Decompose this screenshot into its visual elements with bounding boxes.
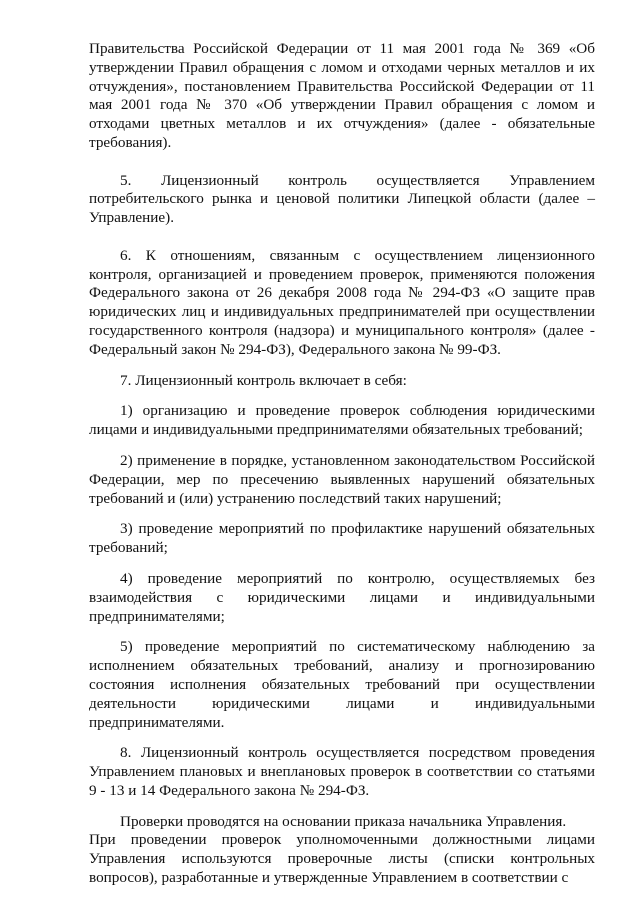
- list-item-2: 2) применение в порядке, установленном законодательством Российской Федерации, мер по пресечению выявленных нарушений обязательных требований и (или) устранению последствий таких нарушений;: [89, 451, 595, 507]
- paragraph-item-7: 7. Лицензионный контроль включает в себя:: [120, 371, 407, 389]
- list-item-1: 1) организацию и проведение проверок соблюдения юридическими лицами и индивидуальными предпринимателями обязательных требований;: [89, 402, 595, 439]
- document-body: [89, 40, 595, 888]
- list-item-4: 4) проведение мероприятий по контролю, осуществляемых без взаимодействия с юридическими лицами и индивидуальными предпринимателями;: [89, 569, 595, 625]
- paragraph-item-8: 8. Лицензионный контроль осуществляется посредством проведения Управлением плановых и внеплановых проверок в соответствии со статьями 9 - 13 и 14 Федерального закона № 294-ФЗ.: [89, 744, 595, 799]
- list-item-5: 5) проведение мероприятий по систематическому наблюдению за исполнением обязательных требований, анализу и прогнозированию состояния исполнения обязательных требований при осуществлении деятельности юридическими лицами и индивидуальными предпринимателями.: [89, 638, 595, 731]
- list-item-3: 3) проведение мероприятий по профилактике нарушений обязательных требований;: [89, 520, 595, 557]
- paragraph-inspections-basis: Проверки проводятся на основании приказа начальника Управления.: [120, 812, 567, 830]
- paragraph-item-5: 5. Лицензионный контроль осуществляется Управлением потребительского рынка и ценовой политики Липецкой области (далее – Управление).: [89, 171, 595, 227]
- paragraph-continuation-regulations: Правительства Российской Федерации от 11 мая 2001 года № 369 «Об утверждении Правил обращения с ломом и отходами черных металлов и их отчуждения», постановлением Правительства Российской Федерации от 11 мая 2001 года № 370 «Об утверждении Правил обращения с ломом и отходами цветных металлов и их отчуждения» (далее - обязательные требования).: [89, 40, 595, 151]
- paragraph-checklists: При проведении проверок уполномоченными должностными лицами Управления используются проверочные листы (списки контрольных вопросов), разработанные и утвержденные Управлением в соответствии с: [89, 831, 595, 887]
- paragraph-item-6: 6. К отношениям, связанным с осуществлением лицензионного контроля, организацией и проведением проверок, применяются положения Федерального закона от 26 декабря 2008 года № 294-ФЗ «О защите прав юридических лиц и индивидуальных предпринимателей при осуществлении государственного контроля (надзора) и муниципального контроля» (далее - Федеральный закон № 294-ФЗ), Федерального закона № 99-ФЗ.: [89, 246, 595, 358]
